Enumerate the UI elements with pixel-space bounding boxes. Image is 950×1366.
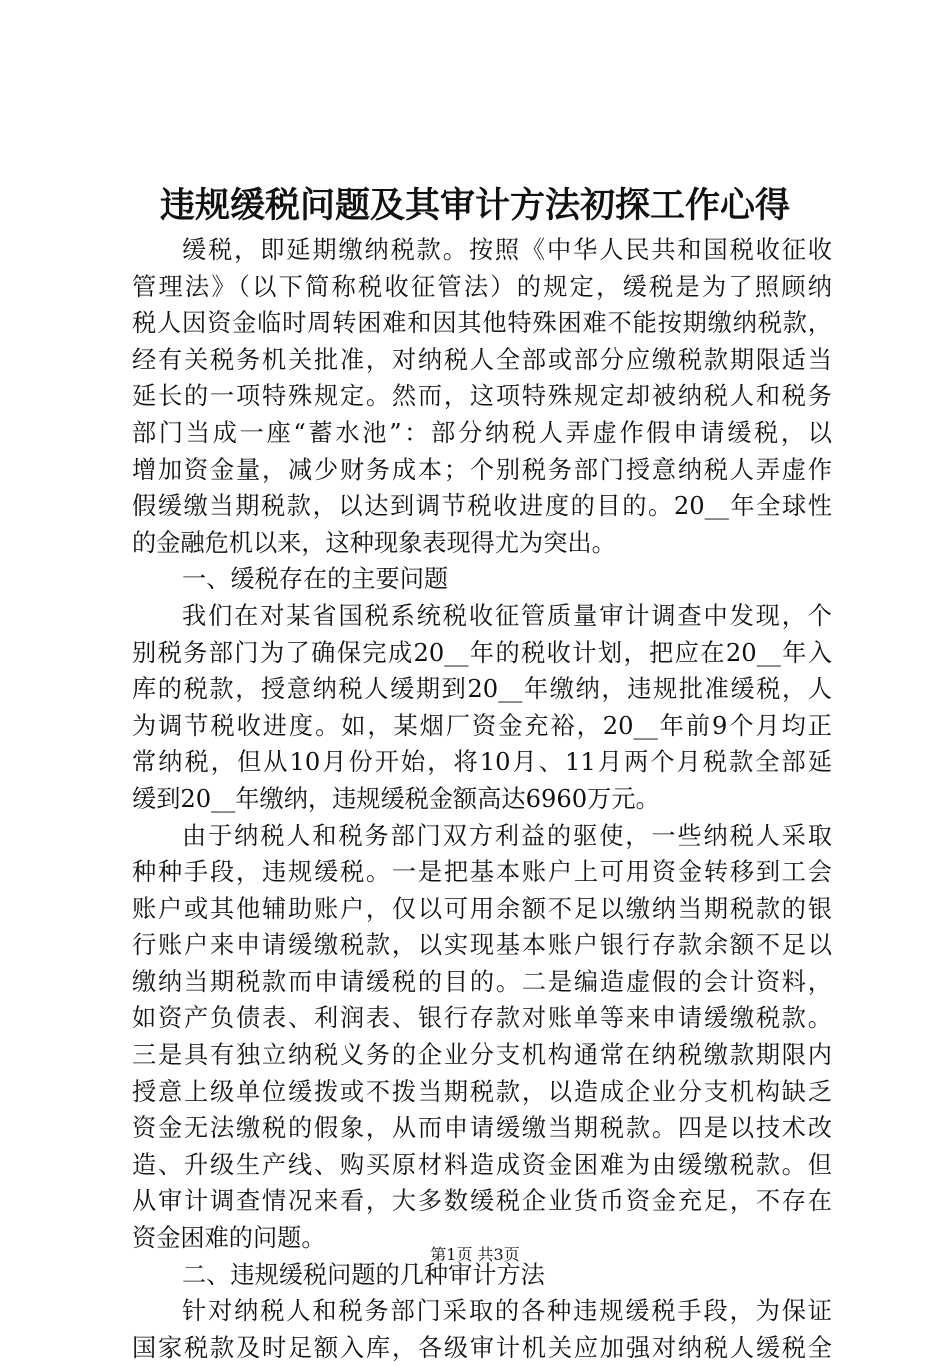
body-line: 缓到20__年缴纳，违规缓税金额高达6960万元。 xyxy=(132,784,660,813)
section-heading: 二、违规缓税问题的几种审计方法 xyxy=(182,1260,545,1289)
body-line: 如资产负债表、利润表、银行存款对账单等来申请缓缴税款。 xyxy=(132,1004,832,1033)
body-line: 缴纳当期税款而申请缓税的目的。二是编造虚假的会计资料， xyxy=(132,967,832,996)
body-line: 管理法》（以下简称税收征管法）的规定，缓税是为了照顾纳 xyxy=(132,272,832,301)
body-line: 假缓缴当期税款，以达到调节税收进度的目的。20__年全球性 xyxy=(132,492,832,521)
body-line: 的金融危机以来，这种现象表现得尤为突出。 xyxy=(132,528,616,557)
body-line: 为调节税收进度。如，某烟厂资金充裕，20__年前9个月均正 xyxy=(132,711,832,740)
body-line: 资金无法缴税的假象，从而申请缓缴当期税款。四是以技术改 xyxy=(132,1114,832,1143)
body-line: 由于纳税人和税务部门双方利益的驱使，一些纳税人采取 xyxy=(182,821,832,850)
body-line: 库的税款，授意纳税人缓期到20__年缴纳，违规批准缓税，人 xyxy=(132,675,832,704)
body-line: 国家税款及时足额入库，各级审计机关应加强对纳税人缓税全 xyxy=(132,1333,832,1362)
document-title: 违规缓税问题及其审计方法初探工作心得 xyxy=(159,185,790,226)
body-line: 延长的一项特殊规定。然而，这项特殊规定却被纳税人和税务 xyxy=(132,382,832,411)
document-body xyxy=(132,232,832,1366)
body-line: 增加资金量，减少财务成本；个别税务部门授意纳税人弄虚作 xyxy=(132,455,832,484)
body-line: 行账户来申请缓缴税款，以实现基本账户银行存款余额不足以 xyxy=(132,931,832,960)
body-line: 从审计调查情况来看，大多数缓税企业货币资金充足，不存在 xyxy=(132,1187,832,1216)
body-line: 账户或其他辅助账户，仅以可用余额不足以缴纳当期税款的银 xyxy=(132,894,832,923)
body-line: 授意上级单位缓拨或不拨当期税款，以造成企业分支机构缺乏 xyxy=(132,1077,832,1106)
page-footer: 第1页 共3页 xyxy=(430,1245,520,1264)
body-line: 经有关税务机关批准，对纳税人全部或部分应缴税款期限适当 xyxy=(132,345,832,374)
body-line: 针对纳税人和税务部门采取的各种违规缓税手段，为保证 xyxy=(182,1297,832,1326)
body-line: 税人因资金临时周转困难和因其他特殊困难不能按期缴纳税款， xyxy=(132,309,832,338)
body-line: 常纳税，但从10月份开始，将10月、11月两个月税款全部延 xyxy=(132,748,832,777)
body-line: 三是具有独立纳税义务的企业分支机构通常在纳税缴款期限内 xyxy=(132,1041,832,1070)
body-line: 我们在对某省国税系统税收征管质量审计调查中发现，个 xyxy=(182,601,832,630)
section-heading: 一、缓税存在的主要问题 xyxy=(182,565,449,594)
body-line: 资金困难的问题。 xyxy=(132,1224,326,1253)
body-line: 缓税，即延期缴纳税款。按照《中华人民共和国税收征收 xyxy=(182,236,832,264)
body-line: 部门当成一座“蓄水池”：部分纳税人弄虚作假申请缓税，以 xyxy=(132,418,832,447)
body-line: 造、升级生产线、购买原材料造成资金困难为由缓缴税款。但 xyxy=(132,1150,832,1179)
body-line: 别税务部门为了确保完成20__年的税收计划，把应在20__年入 xyxy=(132,638,832,667)
body-line: 种种手段，违规缓税。一是把基本账户上可用资金转移到工会 xyxy=(132,858,832,887)
